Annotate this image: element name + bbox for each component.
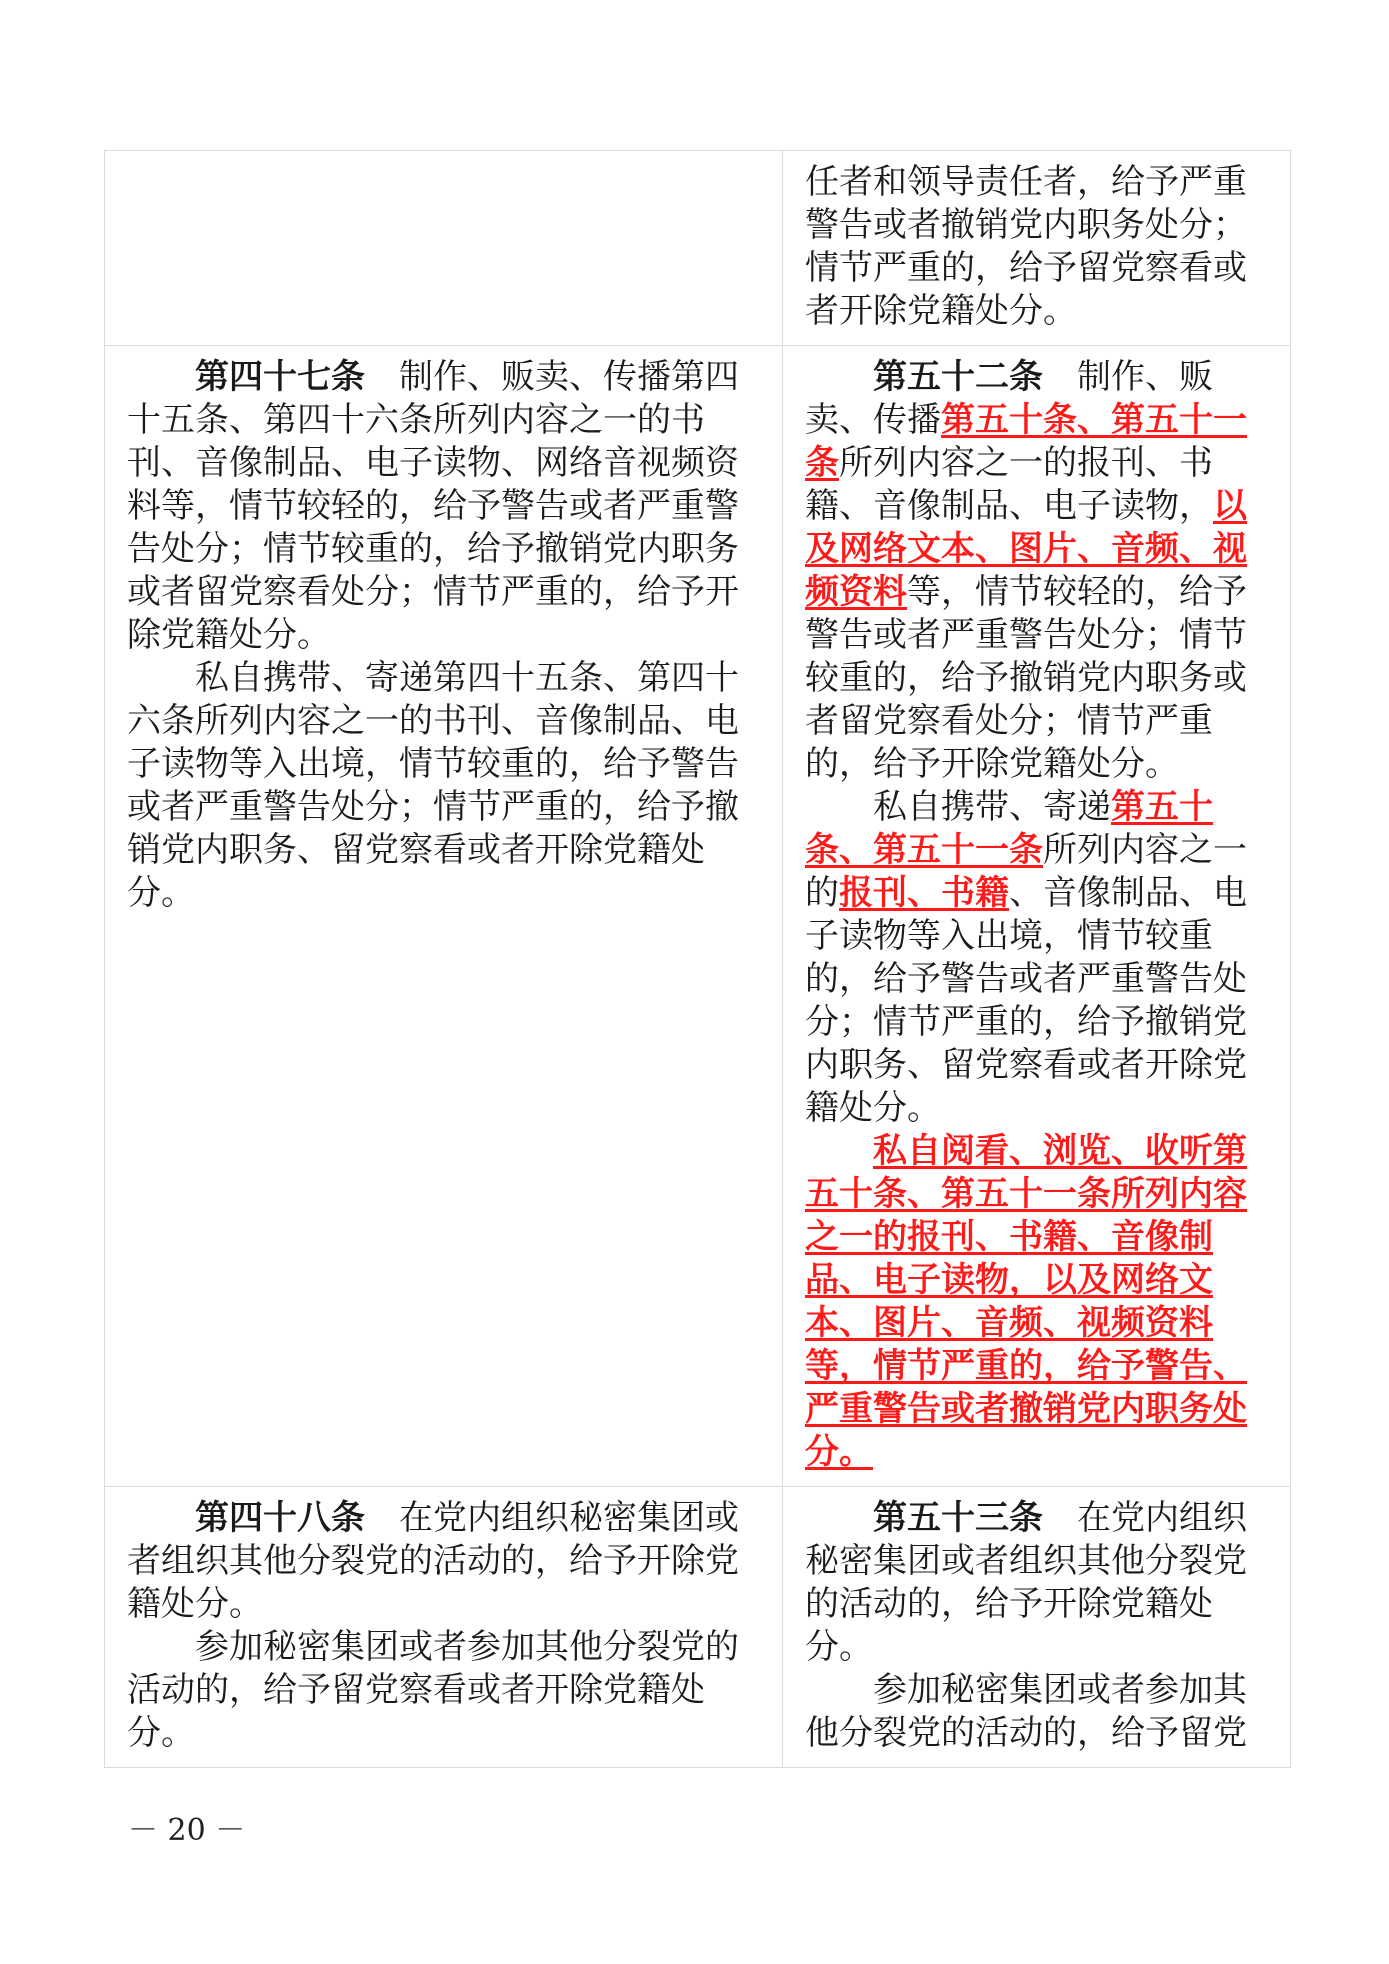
table-row [105, 346, 1291, 1487]
paragraph: 任者和领导责任者，给予严重警告或者撤销党内职务处分；情节严重的，给予留党察看或者开除党籍处分。 [805, 162, 1247, 331]
table-row [105, 1487, 1291, 1768]
text-segment: 等，情节较轻的，给予警告或者严重警告处分；情节较重的，给予撤销党内职务或者留党察看处分；情节严重的，给予开除党籍处分。 [805, 572, 1247, 784]
page-number: － 20 － [128, 1813, 246, 1848]
left-cell [105, 1487, 783, 1768]
article-number: 第五十三条 [873, 1498, 1043, 1538]
highlighted-revision: 私自阅看、浏览、收听第五十条、第五十一条所列内容之一的报刊、书籍、音像制品、电子读物，以及网络文本、图片、音频、视频资料等，情节严重的，给予警告、严重警告或者撤销党内职务处分。 [805, 1131, 1247, 1472]
text-segment: 所列内容之一的报刊、书籍、音像制品、电子读物， [805, 443, 1213, 526]
highlighted-revision: 报刊、书籍 [839, 873, 1009, 913]
left-cell-empty [105, 151, 783, 346]
paragraph-text: 在党内组织秘密集团或者组织其他分裂党的活动的，给予开除党籍处分。 [127, 1498, 739, 1624]
text-segment: 所列内容之一的 [805, 830, 1247, 913]
highlighted-revision: 以及网络文本、图片、音频、视频资料 [805, 486, 1247, 612]
text-segment: 制作、贩卖、传播 [805, 357, 1213, 440]
paragraph: 私自携带、寄递第四十五条、第四十六条所列内容之一的书刊、音像制品、电子读物等入出境，情节较重的，给予警告或者严重警告处分；情节严重的，给予撤销党内职务、留党察看或者开除党籍处分。 [127, 658, 739, 913]
paragraph-text: 制作、贩卖、传播第四十五条、第四十六条所列内容之一的书刊、音像制品、电子读物、网络音视频资料等，情节较轻的，给予警告或者严重警告处分；情节较重的，给予撤销党内职务或者留党察看处分；情节严重的，给予开除党籍处分。 [127, 357, 739, 655]
paragraph-text: 在党内组织秘密集团或者组织其他分裂党的活动的，给予开除党籍处分。 [805, 1498, 1247, 1667]
paragraph: 参加秘密集团或者参加其他分裂党的活动的，给予留党察看或者开除党籍处分。 [127, 1627, 739, 1753]
text-segment: 私自携带、寄递 [873, 787, 1111, 827]
highlighted-revision: 第五十条、第五十一条 [805, 400, 1247, 483]
comparison-table [104, 150, 1291, 1768]
paragraph [805, 356, 1270, 786]
left-cell [105, 346, 783, 1487]
paragraph [805, 1497, 1270, 1669]
paragraph [805, 1130, 1270, 1474]
paragraph [127, 356, 760, 657]
article-number: 第四十七条 [195, 357, 365, 397]
text-segment: 、音像制品、电子读物等入出境，情节较重的，给予警告或者严重警告处分；情节严重的，给予撤销党内职务、留党察看或者开除党籍处分。 [805, 873, 1247, 1128]
paragraph [127, 1497, 760, 1626]
paragraph: 参加秘密集团或者参加其他分裂党的活动的，给予留党 [805, 1670, 1247, 1753]
table-row [105, 151, 1291, 346]
article-number: 第五十二条 [873, 357, 1043, 397]
right-cell [783, 346, 1291, 1487]
highlighted-revision: 第五十条、第五十一条 [805, 787, 1213, 870]
right-cell [783, 151, 1291, 346]
article-number: 第四十八条 [195, 1498, 365, 1538]
paragraph [805, 786, 1270, 1130]
right-cell [783, 1487, 1291, 1768]
